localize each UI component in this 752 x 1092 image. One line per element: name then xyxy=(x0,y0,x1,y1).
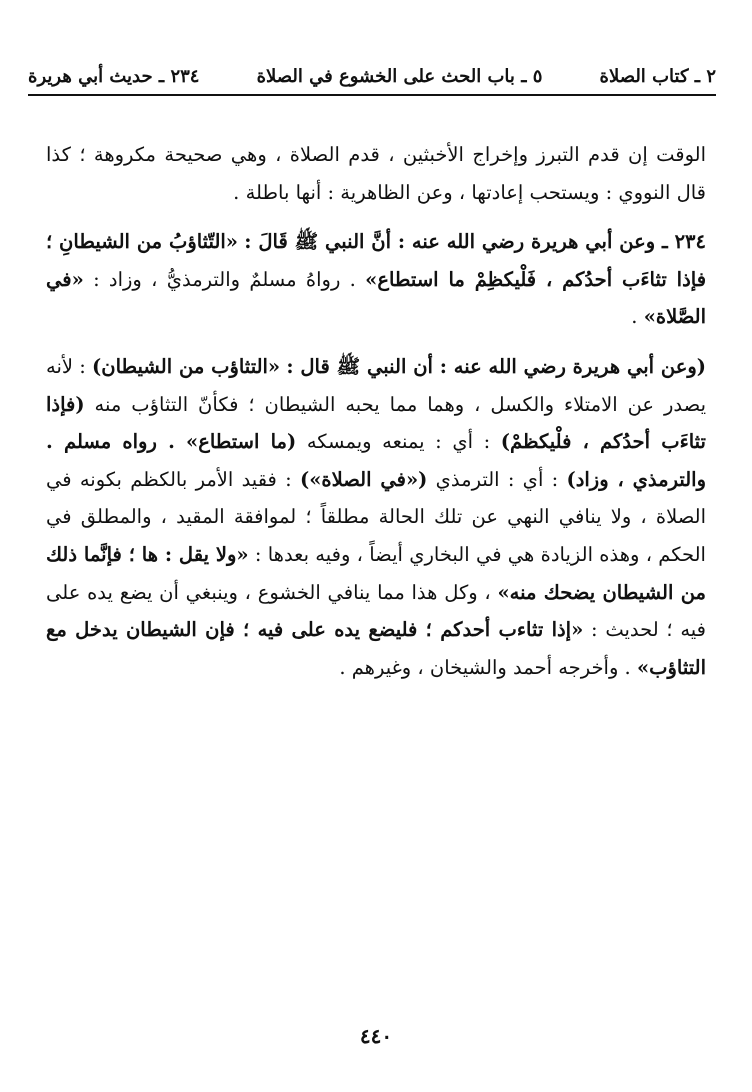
commentary-segment-7: : أي : الترمذي xyxy=(435,467,559,491)
commentary-segment-13: . وأخرجه أحمد والشيخان ، وغيرهم . xyxy=(339,655,631,679)
commentary-segment-9: : فقيد الأمر بالكظم بكونه في الصلاة ، ولا ينافي النهي عن تلك الحالة مطلقاً ؛ لموافقة المقيد ، والمطلق في الحكم ، وهذه الزيادة هي في البخاري أيضاً ، وفيه بعدها : xyxy=(46,467,706,566)
page-number: ٤٤٠ xyxy=(359,1024,393,1048)
continuation-paragraph xyxy=(46,136,706,211)
commentary-segment-12: «إذا تثاءب أحدكم ؛ فليضع يده على فيه ؛ فإن الشيطان يدخل مع التثاؤب» xyxy=(46,618,706,679)
header-book-title: ٢ ـ كتاب الصلاة xyxy=(599,65,716,87)
continuation-line-2: كذا قال النووي : ويستحب إعادتها ، وعن الظاهرية : أنها باطلة . xyxy=(46,143,706,204)
page-body xyxy=(46,136,706,686)
hadith-intro: ٢٣٤ ـ وعن أبي هريرة رضي الله عنه : أنَّ النبي ﷺ قَالَ : xyxy=(244,230,706,254)
running-header xyxy=(28,58,716,96)
commentary-segment-2: «التثاؤب من الشيطان) xyxy=(92,354,281,378)
hadith-quote: «التّثاؤبُ من الشيطانِ ؛ فإذا تثاءَب أحدُكم ، فَلْيكظِمْ ما استطاع» xyxy=(46,230,707,291)
commentary-segment-4: (فإذا تثاءَب أحدُكم ، فلْيكظمْ) xyxy=(46,392,706,454)
commentary-segment-11: ، وكل هذا مما ينافي الخشوع ، وينبغي أن يضع يده على فيه ؛ لحديث : xyxy=(46,580,706,642)
commentary-segment-1: (وعن أبي هريرة رضي الله عنه : أن النبي ﷺ قال : xyxy=(286,354,706,378)
hadith-end: . xyxy=(631,305,638,329)
hadith-paragraph xyxy=(46,223,706,336)
hadith-narration: . رواهُ مسلمٌ والترمذيُّ ، وزاد : xyxy=(93,267,356,291)
commentary-segment-6: (ما استطاع» . رواه مسلم . والترمذي ، وزاد) xyxy=(46,430,706,491)
header-hadith-ref: ٢٣٤ ـ حديث أبي هريرة xyxy=(28,65,200,87)
header-chapter-title: ٥ ـ باب الحث على الخشوع في الصلاة xyxy=(256,65,543,87)
commentary-segment-5: : أي : يمنعه ويمسكه xyxy=(306,430,491,454)
commentary-segment-8: («في الصلاة») xyxy=(299,467,428,491)
commentary-segment-10: «ولا يقل : ها ؛ فإنَّما ذلك من الشيطان يضحك منه» xyxy=(46,542,706,604)
hadith-addition: «في الصَّلاة» xyxy=(46,267,706,329)
commentary-paragraph xyxy=(46,348,706,686)
commentary-segment-3: : لأنه يصدر عن الامتلاء والكسل ، وهما مما يحبه الشيطان ؛ فكأنّ التثاؤب منه xyxy=(46,354,707,416)
continuation-line-1: الوقت إن قدم التبرز وإخراج الأخبثين ، قدم الصلاة ، وهي صحيحة مكروهة ؛ xyxy=(79,143,707,166)
